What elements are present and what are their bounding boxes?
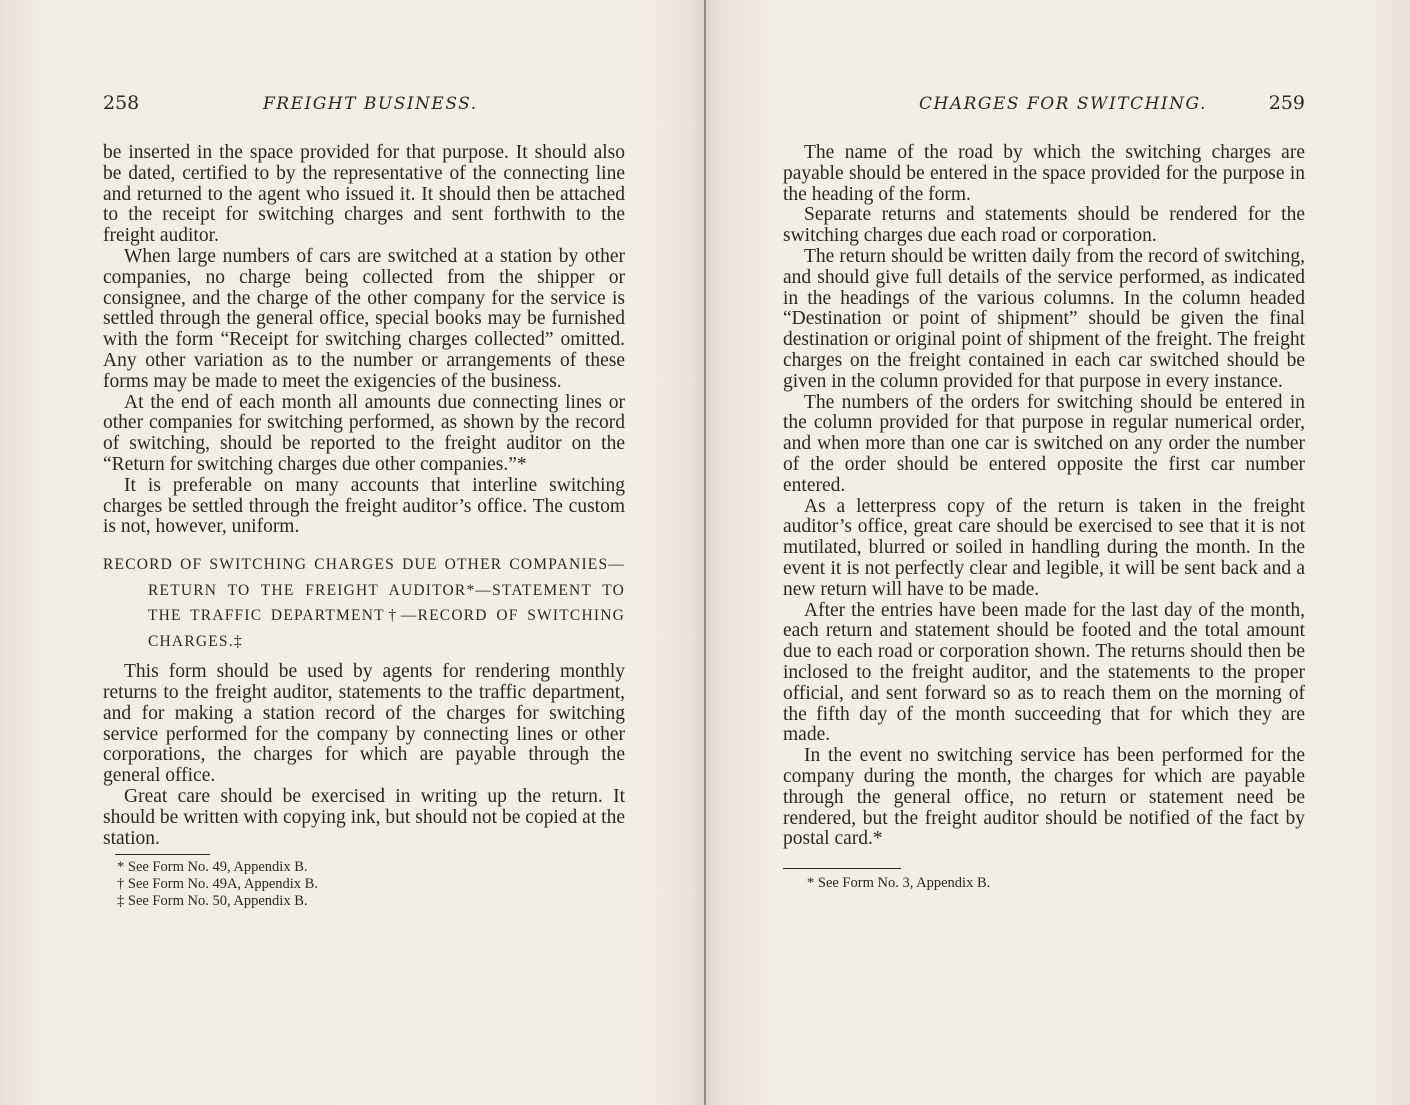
footnote-rule bbox=[115, 854, 210, 855]
right-paragraph: The return should be written daily from the record of switching, and should give full details of the service performed, as indicated in the headings of the various columns. In the column headed “Destination or point of shipment” should be given the final destination or original point of shipment of the freight. The freight charges on the freight contained in each car switched should be given in the column provided for that purpose in every instance. bbox=[783, 245, 1305, 392]
footnote-rule bbox=[783, 868, 901, 869]
left-paragraph: It is preferable on many accounts that interline switching charges be settled through the freight auditor’s office. The custom is not, however, uniform. bbox=[103, 474, 625, 538]
right-page-number: 259 bbox=[1268, 92, 1305, 114]
right-page-body bbox=[783, 143, 1305, 892]
right-paragraph: The numbers of the orders for switching should be entered in the column provided for that purpose in regular numerical order, and when more than one car is switched on any order the number of the order should be entered opposite the first car number entered. bbox=[783, 391, 1305, 496]
left-page bbox=[103, 92, 625, 910]
right-paragraph: The name of the road by which the switching charges are payable should be entered in the space provided for the purpose in the heading of the form. bbox=[783, 142, 1305, 205]
footnote: ‡ See Form No. 50, Appendix B. bbox=[117, 893, 308, 910]
footnote: † See Form No. 49A, Appendix B. bbox=[117, 876, 318, 893]
book-gutter bbox=[704, 0, 706, 1105]
right-running-title: CHARGES FOR SWITCHING. bbox=[919, 94, 1207, 114]
left-running-head bbox=[103, 92, 625, 122]
right-paragraph: After the entries have been made for the last day of the month, each return and statement should be footed and the total amount due to each road or corporation shown. The returns should then be inclosed to the freight auditor, and the statements to the proper official, and sent forward so as to reach them on the morning of the fifth day of the month succeeding that for which they are made. bbox=[783, 599, 1305, 746]
left-page-number: 258 bbox=[103, 92, 140, 114]
right-paragraph: In the event no switching service has been performed for the company during the month, the charges for which are payable through the general office, no return or statement need be rendered, but the freight auditor should be notified of the fact by postal card.* bbox=[783, 745, 1305, 850]
left-paragraph: This form should be used by agents for rendering monthly returns to the freight auditor, statements to the traffic department, and for making a station record of the charges for switching service performed for the company by connecting lines or other corporations, the charges for which are payable through the general office. bbox=[103, 661, 625, 787]
right-page bbox=[783, 92, 1305, 892]
left-paragraph: At the end of each month all amounts due connecting lines or other companies for switching performed, as shown by the record of switching, should be reported to the freight auditor on the “Return for switching charges due other companies.”* bbox=[103, 391, 625, 475]
left-running-title: FREIGHT BUSINESS. bbox=[263, 94, 478, 114]
left-page-body bbox=[103, 143, 625, 910]
left-paragraph: Great care should be exercised in writing up the return. It should be written with copying ink, but should not be copied at the station. bbox=[103, 785, 625, 849]
footnote: * See Form No. 3, Appendix B. bbox=[807, 875, 991, 892]
left-paragraph: When large numbers of cars are switched at a station by other companies, no charge being collected from the shipper or consignee, and the charge of the other company for the service is settled through the general office, special books may be furnished with the form “Receipt for switching charges collected” omitted. Any other variation as to the number or arrangements of these forms may be made to meet the exigencies of the business. bbox=[103, 245, 625, 392]
right-paragraph: Separate returns and statements should be rendered for the switching charges due each road or corporation. bbox=[783, 204, 1305, 247]
section-heading: RECORD OF SWITCHING CHARGES DUE OTHER COMPANIES—RETURN TO THE FREIGHT AUDITOR*—STATEMENT TO THE TRAFFIC DEPARTMENT†—RECORD OF SWITCHING CHARGES.‡ bbox=[103, 556, 625, 650]
right-running-head bbox=[783, 92, 1305, 122]
footnote: * See Form No. 49, Appendix B. bbox=[117, 859, 308, 876]
left-paragraph: be inserted in the space provided for that purpose. It should also be dated, certified to by the representative of the connecting line and returned to the agent who issued it. It should then be attached to the receipt for switching charges and sent forthwith to the freight auditor. bbox=[103, 142, 625, 247]
right-paragraph: As a letterpress copy of the return is taken in the freight auditor’s office, great care should be exercised to see that it is not mutilated, blurred or soiled in handling during the month. In the event it is not perfectly clear and legible, it will be sent back and a new return will have to be made. bbox=[783, 495, 1305, 600]
